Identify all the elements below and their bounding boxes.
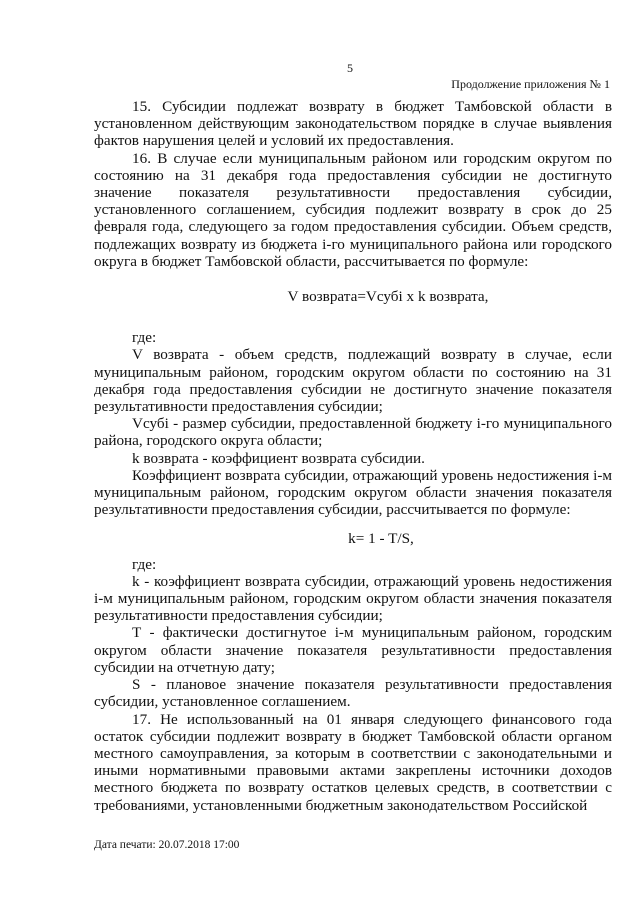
where-label: где: [132, 329, 157, 347]
definition-s: S - плановое значение показателя результативности предоставления субсидии, установленное соглашением. [94, 676, 612, 711]
coefficient-intro: Коэффициент возврата субсидии, отражающий уровень недостижения i-м муниципальным районом, городским округом области значения показателя результативности предоставления субсидии, рассчитывается по формуле: [94, 466, 612, 519]
print-date: Дата печати: 20.07.2018 17:00 [94, 839, 240, 851]
appendix-continuation-label: Продолжение приложения № 1 [451, 77, 610, 91]
formula-coefficient: k= 1 - T/S, [348, 530, 414, 548]
paragraph-17: 17. Не использованный на 01 января следующего финансового года остаток субсидии подлежит возврату в бюджет Тамбовской области органом местного самоуправления, за которым в соответствии с законодательными и иными нормативными правовыми актами закреплены источники доходов местного бюджета по возврату остатков целевых средств, в соответствии с требованиями, установленными бюджетным законодательством Российской [94, 710, 612, 814]
definition-v-subsidy: Vсубi - размер субсидии, предоставленной бюджету i-го муниципального района, городского округа области; [94, 415, 612, 450]
formula-refund-volume: V возврата=Vсубi x k возврата, [287, 288, 489, 306]
definition-k: k - коэффициент возврата субсидии, отражающий уровень недостижения i-м муниципальным районом, городским округом области значения показателя результативности предоставления субсидии; [94, 572, 612, 625]
where-label: где: [132, 555, 157, 573]
definition-v-refund: V возврата - объем средств, подлежащий возврату в случае, если муниципальным районом, городским округом области по состоянию на 31 декабря года предоставления субсидии не достигнуто значение показателя результативности предоставления субсидии; [94, 346, 612, 416]
definition-k-refund: k возврата - коэффициент возврата субсидии. [132, 449, 425, 467]
page-number: 5 [347, 61, 353, 75]
paragraph-16: 16. В случае если муниципальным районом или городским округом по состоянию на 31 декабря года предоставления субсидии не достигнуто значение показателя результативности предоставления субсидии, установленного соглашением, субсидия подлежит возврату в срок до 25 февраля года, следующего за годом предоставления субсидии. Объем средств, подлежащих возврату из бюджета i-го муниципального района или городского округа в бюджет Тамбовской области, рассчитывается по формуле: [94, 149, 612, 270]
definition-t: Т - фактически достигнутое i-м муниципальным районом, городским округом области значение показателя результативности предоставления субсидии на отчетную дату; [94, 624, 612, 676]
document-body [94, 98, 612, 814]
paragraph-15: 15. Субсидии подлежат возврату в бюджет Тамбовской области в установленном действующим законодательством порядке в случае выявления фактов нарушения целей и условий их предоставления. [94, 98, 612, 150]
